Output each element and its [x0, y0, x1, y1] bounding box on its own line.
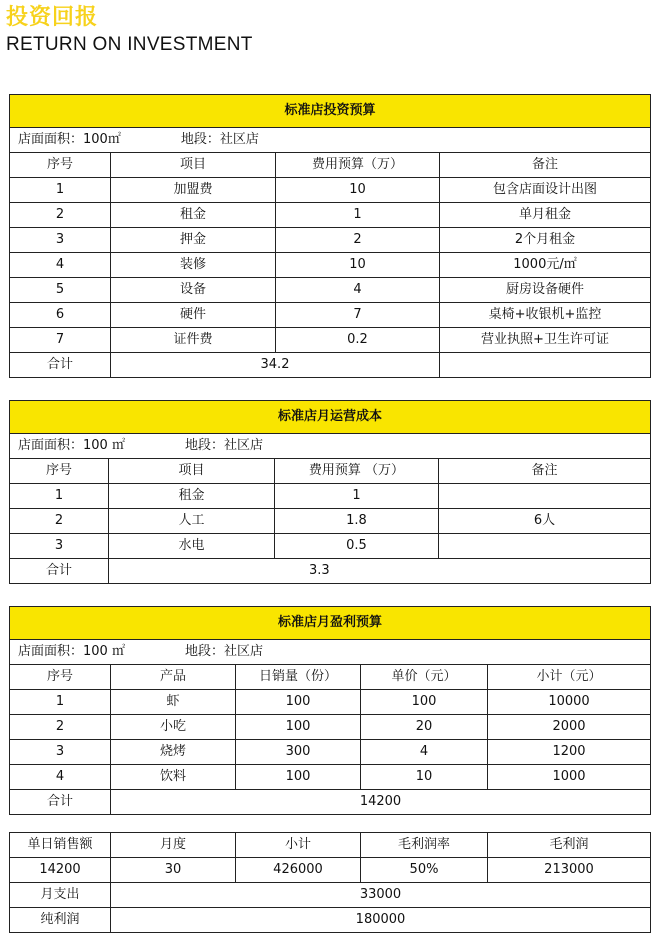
store-location: 地段：社区店 — [184, 438, 263, 453]
expense-row — [10, 883, 651, 908]
header-row — [10, 459, 651, 484]
cell: 2 — [10, 509, 109, 534]
cell: 4 — [10, 765, 111, 790]
page-subtitle: RETURN ON INVESTMENT — [6, 34, 253, 55]
net-profit-value: 180000 — [111, 908, 651, 933]
cell: 2 — [10, 715, 111, 740]
expense-value: 33000 — [111, 883, 651, 908]
column-header: 毛利润率 — [361, 833, 488, 858]
cell: 饮料 — [111, 765, 236, 790]
cell: 1000元/㎡ — [440, 253, 651, 278]
cell: 1200 — [488, 740, 651, 765]
cell: 押金 — [111, 228, 276, 253]
operating-cost-table — [9, 400, 651, 584]
table-row — [10, 858, 651, 883]
cell: 0.5 — [275, 534, 439, 559]
cell: 1 — [10, 690, 111, 715]
column-header: 费用预算（万） — [276, 153, 440, 178]
header-row — [10, 153, 651, 178]
cell: 14200 — [10, 858, 111, 883]
column-header: 备注 — [439, 459, 651, 484]
net-profit-label: 纯利润 — [10, 908, 111, 933]
column-header: 序号 — [10, 459, 109, 484]
cell — [439, 534, 651, 559]
cell: 100 — [236, 690, 361, 715]
store-area: 店面面积：100 ㎡ — [18, 438, 125, 453]
cell: 1 — [10, 178, 111, 203]
table-row — [10, 203, 651, 228]
cell: 10 — [276, 253, 440, 278]
cell: 20 — [361, 715, 488, 740]
operating-store-info — [10, 434, 651, 459]
cell: 5 — [10, 278, 111, 303]
table-row — [10, 228, 651, 253]
cell: 2个月租金 — [440, 228, 651, 253]
cell: 1 — [10, 484, 109, 509]
cell: 4 — [10, 253, 111, 278]
column-header: 小计 — [236, 833, 361, 858]
table-row — [10, 278, 651, 303]
cell: 2000 — [488, 715, 651, 740]
cell: 6 — [10, 303, 111, 328]
cell: 1 — [276, 203, 440, 228]
total-label: 合计 — [10, 790, 111, 815]
cell: 装修 — [111, 253, 276, 278]
column-header: 项目 — [109, 459, 275, 484]
cell: 水电 — [109, 534, 275, 559]
profit-summary-table — [9, 832, 651, 933]
cell: 虾 — [111, 690, 236, 715]
net-profit-row — [10, 908, 651, 933]
cell: 小吃 — [111, 715, 236, 740]
table-row — [10, 534, 651, 559]
header-row — [10, 833, 651, 858]
cell: 50% — [361, 858, 488, 883]
total-value: 34.2 — [111, 353, 440, 378]
total-value: 14200 — [111, 790, 651, 815]
cell: 硬件 — [111, 303, 276, 328]
cell: 3 — [10, 228, 111, 253]
cell: 10 — [276, 178, 440, 203]
cell: 1.8 — [275, 509, 439, 534]
profit-budget-table — [9, 606, 651, 815]
table-row — [10, 484, 651, 509]
cell: 桌椅+收银机+监控 — [440, 303, 651, 328]
total-row — [10, 790, 651, 815]
cell: 2 — [276, 228, 440, 253]
page-title: 投资回报 — [6, 5, 99, 30]
cell: 300 — [236, 740, 361, 765]
total-row — [10, 353, 651, 378]
table-row — [10, 715, 651, 740]
table-row — [10, 253, 651, 278]
operating-table-title: 标准店月运营成本 — [10, 401, 651, 434]
cell: 7 — [276, 303, 440, 328]
column-header: 序号 — [10, 665, 111, 690]
column-header: 月度 — [111, 833, 236, 858]
table-row — [10, 765, 651, 790]
cell: 6人 — [439, 509, 651, 534]
investment-table-title: 标准店投资预算 — [10, 95, 651, 128]
expense-label: 月支出 — [10, 883, 111, 908]
cell: 租金 — [109, 484, 275, 509]
cell: 100 — [236, 715, 361, 740]
cell: 3 — [10, 740, 111, 765]
cell: 单月租金 — [440, 203, 651, 228]
cell: 租金 — [111, 203, 276, 228]
column-header: 日销量（份） — [236, 665, 361, 690]
column-header: 项目 — [111, 153, 276, 178]
cell: 厨房设备硬件 — [440, 278, 651, 303]
cell: 30 — [111, 858, 236, 883]
cell: 4 — [276, 278, 440, 303]
column-header: 毛利润 — [488, 833, 651, 858]
store-location: 地段：社区店 — [180, 132, 259, 147]
profit-store-info — [10, 640, 651, 665]
column-header: 产品 — [111, 665, 236, 690]
column-header: 费用预算 （万） — [275, 459, 439, 484]
profit-table-title: 标准店月盈利预算 — [10, 607, 651, 640]
column-header: 小计（元） — [488, 665, 651, 690]
cell: 包含店面设计出图 — [440, 178, 651, 203]
table-row — [10, 328, 651, 353]
cell: 证件费 — [111, 328, 276, 353]
cell — [439, 484, 651, 509]
store-area: 店面面积：100 ㎡ — [18, 644, 125, 659]
cell: 100 — [361, 690, 488, 715]
total-row — [10, 559, 651, 584]
cell: 烧烤 — [111, 740, 236, 765]
cell: 设备 — [111, 278, 276, 303]
table-row — [10, 303, 651, 328]
table-row — [10, 740, 651, 765]
cell: 1000 — [488, 765, 651, 790]
column-header: 单价（元） — [361, 665, 488, 690]
cell: 1 — [275, 484, 439, 509]
cell: 人工 — [109, 509, 275, 534]
cell: 100 — [236, 765, 361, 790]
store-location: 地段：社区店 — [184, 644, 263, 659]
column-header: 序号 — [10, 153, 111, 178]
table-row — [10, 509, 651, 534]
cell: 3 — [10, 534, 109, 559]
cell: 426000 — [236, 858, 361, 883]
table-row — [10, 690, 651, 715]
investment-budget-table — [9, 94, 651, 378]
cell: 营业执照+卫生许可证 — [440, 328, 651, 353]
cell: 10 — [361, 765, 488, 790]
cell — [440, 353, 651, 378]
investment-store-info — [10, 128, 651, 153]
cell: 213000 — [488, 858, 651, 883]
total-label: 合计 — [10, 559, 109, 584]
cell: 2 — [10, 203, 111, 228]
total-label: 合计 — [10, 353, 111, 378]
header-row — [10, 665, 651, 690]
store-area: 店面面积：100㎡ — [18, 132, 121, 147]
column-header: 单日销售额 — [10, 833, 111, 858]
cell: 0.2 — [276, 328, 440, 353]
cell: 7 — [10, 328, 111, 353]
cell: 10000 — [488, 690, 651, 715]
cell: 加盟费 — [111, 178, 276, 203]
table-row — [10, 178, 651, 203]
column-header: 备注 — [440, 153, 651, 178]
total-value: 3.3 — [109, 559, 651, 584]
cell: 4 — [361, 740, 488, 765]
